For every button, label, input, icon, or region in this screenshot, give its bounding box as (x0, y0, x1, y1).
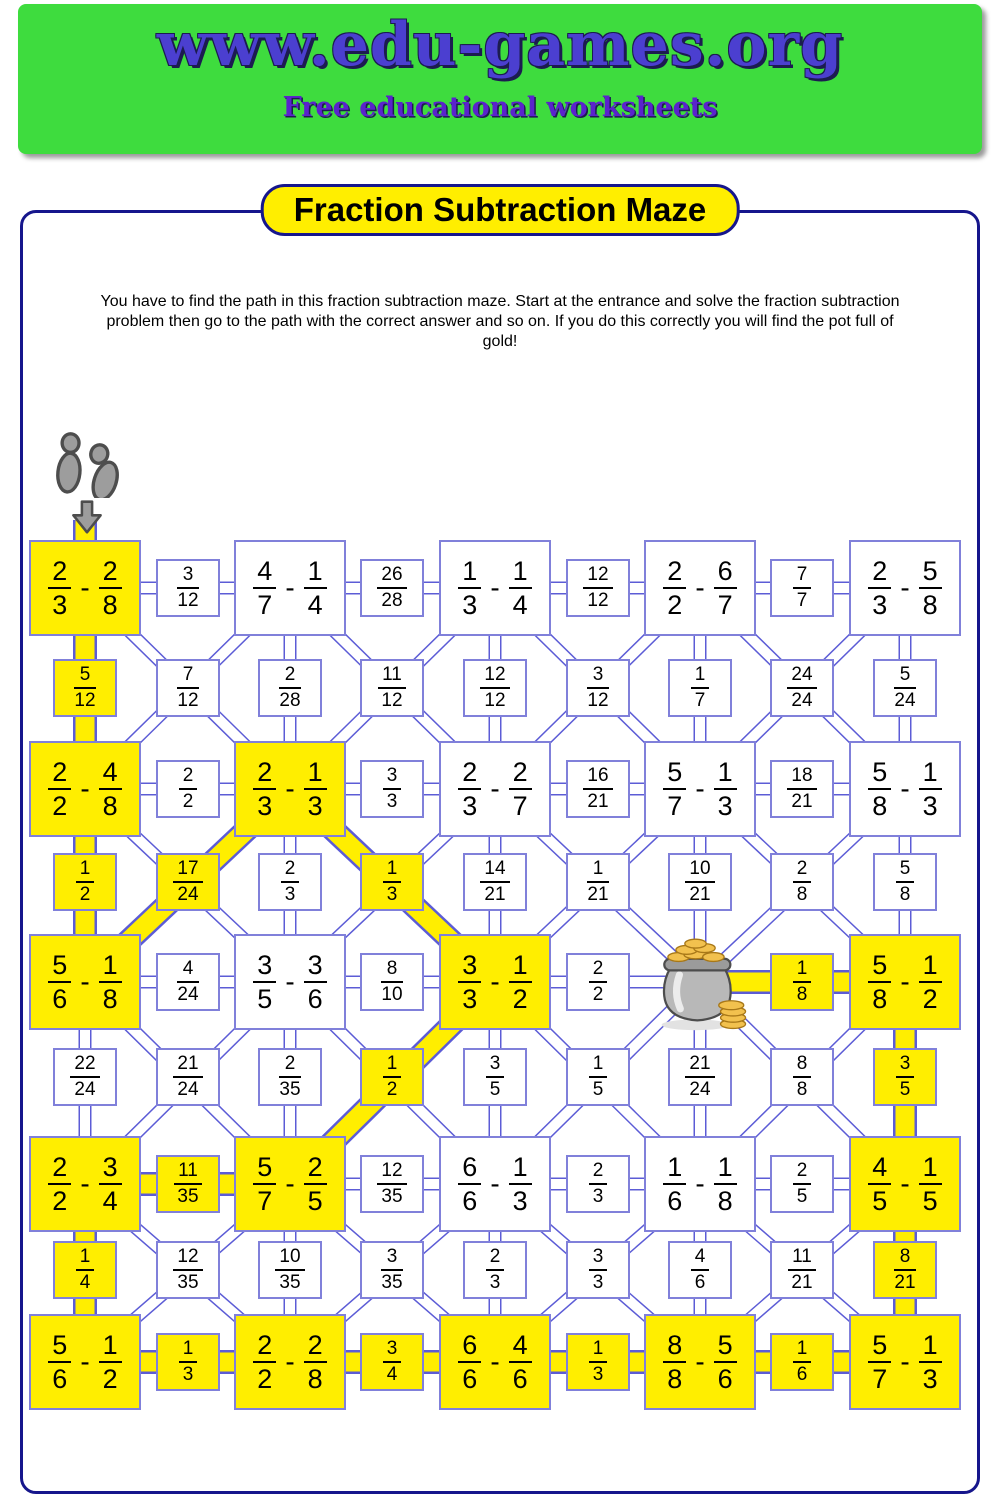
problem-cell (29, 934, 141, 1030)
fraction: $\frac{2}{5}$ (304, 1153, 327, 1216)
fraction: $\frac{1}{6}$ (793, 1339, 812, 1385)
problem-cell (849, 934, 961, 1030)
answer-cell (566, 1048, 630, 1106)
answer-cell (156, 559, 220, 617)
problem-cell (849, 540, 961, 636)
fraction: $\frac{4}{8}$ (99, 758, 122, 821)
page-title: Fraction Subtraction Maze (261, 184, 740, 236)
answer-cell (770, 659, 834, 717)
fraction: $\frac{10}{35}$ (275, 1247, 304, 1293)
fraction: $\frac{1}{2}$ (383, 1054, 402, 1100)
answer-cell (770, 760, 834, 818)
fraction: $\frac{1}{8}$ (793, 959, 812, 1005)
fraction: $\frac{1}{2}$ (919, 951, 942, 1014)
fraction: $\frac{8}{8}$ (793, 1054, 812, 1100)
minus-sign: - (695, 1346, 705, 1377)
answer-cell (258, 1241, 322, 1299)
fraction: $\frac{8}{8}$ (663, 1331, 686, 1394)
fraction: $\frac{2}{5}$ (793, 1161, 812, 1207)
fraction: $\frac{3}{12}$ (587, 664, 609, 711)
minus-sign: - (285, 773, 295, 804)
answer-cell (156, 1155, 220, 1213)
fraction: $\frac{5}{24}$ (894, 664, 916, 711)
answer-cell (258, 853, 322, 911)
minus-sign: - (285, 572, 295, 603)
answer-cell (156, 659, 220, 717)
fraction: $\frac{5}{7}$ (663, 758, 686, 821)
instructions-text: You have to find the path in this fraction subtraction maze. Start at the entrance and solve the fraction subtraction problem then go to the path with the correct answer and so on. If you do this correctly you will find the pot full of gold! (100, 293, 900, 350)
answer-cell (53, 1241, 117, 1299)
problem-cell (644, 1136, 756, 1232)
fraction: $\frac{1}{3}$ (919, 1331, 942, 1394)
fraction: $\frac{2}{3}$ (868, 557, 891, 620)
fraction: $\frac{1}{3}$ (383, 859, 402, 905)
fraction: $\frac{3}{12}$ (177, 564, 199, 611)
minus-sign: - (80, 572, 90, 603)
fraction: $\frac{2}{7}$ (509, 758, 532, 821)
fraction: $\frac{8}{10}$ (381, 958, 403, 1005)
answer-cell (463, 1048, 527, 1106)
fraction: $\frac{1}{2}$ (76, 859, 95, 905)
fraction: $\frac{6}{7}$ (714, 557, 737, 620)
fraction: $\frac{1}{6}$ (663, 1153, 686, 1216)
fraction: $\frac{12}{35}$ (377, 1161, 406, 1207)
problem-cell (439, 1314, 551, 1410)
fraction: $\frac{3}{4}$ (383, 1339, 402, 1385)
answer-cell (566, 1155, 630, 1213)
fraction: $\frac{1}{4}$ (509, 557, 532, 620)
fraction: $\frac{5}{6}$ (48, 1331, 71, 1394)
fraction: $\frac{1}{3}$ (509, 1153, 532, 1216)
problem-cell (29, 1314, 141, 1410)
goal-pot-of-gold (644, 932, 756, 1032)
problem-cell (234, 934, 346, 1030)
answer-cell (668, 1241, 732, 1299)
fraction: $\frac{1}{5}$ (919, 1153, 942, 1216)
fraction: $\frac{12}{12}$ (480, 665, 509, 711)
answer-cell (360, 559, 424, 617)
problem-cell (644, 1314, 756, 1410)
answer-cell (566, 1333, 630, 1391)
minus-sign: - (285, 1346, 295, 1377)
minus-sign: - (490, 773, 500, 804)
minus-sign: - (900, 966, 910, 997)
fraction: $\frac{5}{8}$ (868, 758, 891, 821)
fraction: $\frac{2}{3}$ (589, 1161, 608, 1207)
fraction: $\frac{1}{3}$ (589, 1339, 608, 1385)
answer-cell (873, 853, 937, 911)
fraction: $\frac{2}{2}$ (663, 557, 686, 620)
answer-cell (360, 659, 424, 717)
minus-sign: - (285, 966, 295, 997)
fraction: $\frac{3}{5}$ (486, 1054, 505, 1100)
fraction: $\frac{2}{35}$ (279, 1053, 301, 1100)
fraction: $\frac{1}{8}$ (99, 951, 122, 1014)
fraction: $\frac{5}{6}$ (714, 1331, 737, 1394)
fraction: $\frac{2}{2}$ (48, 1153, 71, 1216)
problem-cell (234, 1314, 346, 1410)
answer-cell (258, 659, 322, 717)
answer-cell (566, 559, 630, 617)
answer-cell (156, 953, 220, 1011)
answer-cell (770, 1241, 834, 1299)
fraction: $\frac{3}{3}$ (383, 766, 402, 812)
fraction: $\frac{1}{2}$ (99, 1331, 122, 1394)
answer-cell (566, 853, 630, 911)
answer-cell (156, 760, 220, 818)
minus-sign: - (900, 773, 910, 804)
answer-cell (156, 1333, 220, 1391)
fraction: $\frac{2}{8}$ (99, 557, 122, 620)
answer-cell (770, 559, 834, 617)
fraction: $\frac{10}{21}$ (685, 859, 714, 905)
fraction: $\frac{12}{12}$ (583, 565, 612, 611)
fraction: $\frac{2}{8}$ (793, 859, 812, 905)
answer-cell (360, 853, 424, 911)
fraction: $\frac{4}{7}$ (253, 557, 276, 620)
fraction: $\frac{4}{24}$ (177, 958, 199, 1005)
answer-cell (53, 853, 117, 911)
fraction: $\frac{3}{6}$ (304, 951, 327, 1014)
problem-cell (234, 1136, 346, 1232)
minus-sign: - (695, 572, 705, 603)
fraction: $\frac{3}{5}$ (896, 1054, 915, 1100)
minus-sign: - (80, 1168, 90, 1199)
answer-cell (770, 953, 834, 1011)
fraction: $\frac{1}{4}$ (304, 557, 327, 620)
answer-cell (566, 659, 630, 717)
fraction: $\frac{3}{5}$ (253, 951, 276, 1014)
problem-cell (29, 540, 141, 636)
answer-cell (360, 1241, 424, 1299)
problem-cell (849, 1136, 961, 1232)
fraction: $\frac{3}{3}$ (589, 1247, 608, 1293)
fraction: $\frac{2}{8}$ (304, 1331, 327, 1394)
answer-cell (53, 659, 117, 717)
fraction: $\frac{2}{2}$ (48, 758, 71, 821)
problem-cell (439, 1136, 551, 1232)
fraction: $\frac{2}{3}$ (458, 758, 481, 821)
minus-sign: - (900, 1346, 910, 1377)
fraction: $\frac{1}{3}$ (179, 1339, 198, 1385)
fraction: $\frac{5}{7}$ (253, 1153, 276, 1216)
fraction: $\frac{8}{21}$ (894, 1246, 916, 1293)
answer-cell (668, 1048, 732, 1106)
answer-cell (156, 1048, 220, 1106)
answer-cell (156, 1241, 220, 1299)
fraction: $\frac{2}{3}$ (253, 758, 276, 821)
fraction: $\frac{1}{2}$ (509, 951, 532, 1014)
fraction: $\frac{1}{21}$ (587, 858, 609, 905)
answer-cell (463, 853, 527, 911)
minus-sign: - (490, 1168, 500, 1199)
answer-cell (873, 1241, 937, 1299)
minus-sign: - (900, 1168, 910, 1199)
fraction: $\frac{21}{24}$ (685, 1054, 714, 1100)
fraction: $\frac{24}{24}$ (787, 665, 816, 711)
down-arrow-icon (70, 500, 104, 539)
fraction: $\frac{1}{4}$ (76, 1247, 95, 1293)
fraction: $\frac{17}{24}$ (173, 859, 202, 905)
site-tagline: Free educational worksheets (282, 92, 718, 123)
fraction: $\frac{7}{12}$ (177, 664, 199, 711)
problem-cell (644, 741, 756, 837)
minus-sign: - (490, 1346, 500, 1377)
fraction: $\frac{3}{3}$ (458, 951, 481, 1014)
fraction: $\frac{21}{24}$ (173, 1054, 202, 1100)
problem-cell (234, 741, 346, 837)
problem-cell (234, 540, 346, 636)
fraction: $\frac{5}{8}$ (919, 557, 942, 620)
answer-cell (360, 1048, 424, 1106)
fraction: $\frac{11}{35}$ (174, 1161, 202, 1207)
fraction: $\frac{22}{24}$ (70, 1054, 99, 1100)
fraction: $\frac{5}{8}$ (896, 859, 915, 905)
answer-cell (53, 1048, 117, 1106)
fraction: $\frac{4}{5}$ (868, 1153, 891, 1216)
fraction: $\frac{2}{2}$ (589, 959, 608, 1005)
fraction: $\frac{2}{2}$ (179, 766, 198, 812)
fraction: $\frac{5}{12}$ (74, 664, 96, 711)
fraction: $\frac{3}{35}$ (381, 1246, 403, 1293)
minus-sign: - (695, 773, 705, 804)
answer-cell (156, 853, 220, 911)
fraction: $\frac{11}{21}$ (788, 1247, 816, 1293)
fraction: $\frac{5}{8}$ (868, 951, 891, 1014)
answer-cell (770, 1155, 834, 1213)
problem-cell (29, 1136, 141, 1232)
answer-cell (360, 760, 424, 818)
fraction: $\frac{2}{2}$ (253, 1331, 276, 1394)
fraction: $\frac{1}{5}$ (589, 1054, 608, 1100)
site-title: www.edu-games.org (156, 10, 844, 80)
problem-cell (29, 741, 141, 837)
footprints-icon (52, 432, 128, 503)
problem-cell (439, 934, 551, 1030)
answer-cell (463, 659, 527, 717)
fraction: $\frac{18}{21}$ (787, 766, 816, 812)
answer-cell (566, 760, 630, 818)
fraction: $\frac{2}{28}$ (279, 664, 301, 711)
answer-cell (566, 1241, 630, 1299)
answer-cell (770, 853, 834, 911)
answer-cell (360, 1155, 424, 1213)
fraction: $\frac{1}{3}$ (714, 758, 737, 821)
fraction: $\frac{7}{7}$ (793, 565, 812, 611)
problem-cell (849, 1314, 961, 1410)
minus-sign: - (490, 966, 500, 997)
fraction: $\frac{4}{6}$ (691, 1247, 710, 1293)
answer-cell (873, 659, 937, 717)
answer-cell (463, 1241, 527, 1299)
fraction: $\frac{1}{7}$ (691, 665, 710, 711)
minus-sign: - (695, 1168, 705, 1199)
pot-of-gold-icon (647, 932, 753, 1032)
problem-cell (849, 741, 961, 837)
answer-cell (668, 659, 732, 717)
fraction: $\frac{14}{21}$ (480, 859, 509, 905)
answer-cell (360, 1333, 424, 1391)
problem-cell (644, 540, 756, 636)
answer-cell (360, 953, 424, 1011)
fraction: $\frac{1}{3}$ (458, 557, 481, 620)
minus-sign: - (900, 572, 910, 603)
fraction: $\frac{1}{3}$ (304, 758, 327, 821)
minus-sign: - (490, 572, 500, 603)
minus-sign: - (80, 1346, 90, 1377)
fraction: $\frac{3}{4}$ (99, 1153, 122, 1216)
answer-cell (770, 1048, 834, 1106)
fraction: $\frac{6}{6}$ (458, 1153, 481, 1216)
answer-cell (770, 1333, 834, 1391)
fraction: $\frac{12}{35}$ (173, 1247, 202, 1293)
fraction: $\frac{6}{6}$ (458, 1331, 481, 1394)
minus-sign: - (80, 966, 90, 997)
fraction: $\frac{16}{21}$ (583, 766, 612, 812)
fraction: $\frac{26}{28}$ (377, 565, 406, 611)
answer-cell (668, 853, 732, 911)
fraction: $\frac{11}{12}$ (378, 665, 406, 711)
fraction: $\frac{5}{6}$ (48, 951, 71, 1014)
answer-cell (873, 1048, 937, 1106)
fraction: $\frac{1}{3}$ (919, 758, 942, 821)
answer-cell (566, 953, 630, 1011)
answer-cell (258, 1048, 322, 1106)
minus-sign: - (285, 1168, 295, 1199)
fraction: $\frac{1}{8}$ (714, 1153, 737, 1216)
fraction: $\frac{4}{6}$ (509, 1331, 532, 1394)
fraction: $\frac{2}{3}$ (281, 859, 300, 905)
minus-sign: - (80, 773, 90, 804)
fraction: $\frac{2}{3}$ (48, 557, 71, 620)
problem-cell (439, 741, 551, 837)
fraction: $\frac{2}{3}$ (486, 1247, 505, 1293)
fraction: $\frac{5}{7}$ (868, 1331, 891, 1394)
problem-cell (439, 540, 551, 636)
